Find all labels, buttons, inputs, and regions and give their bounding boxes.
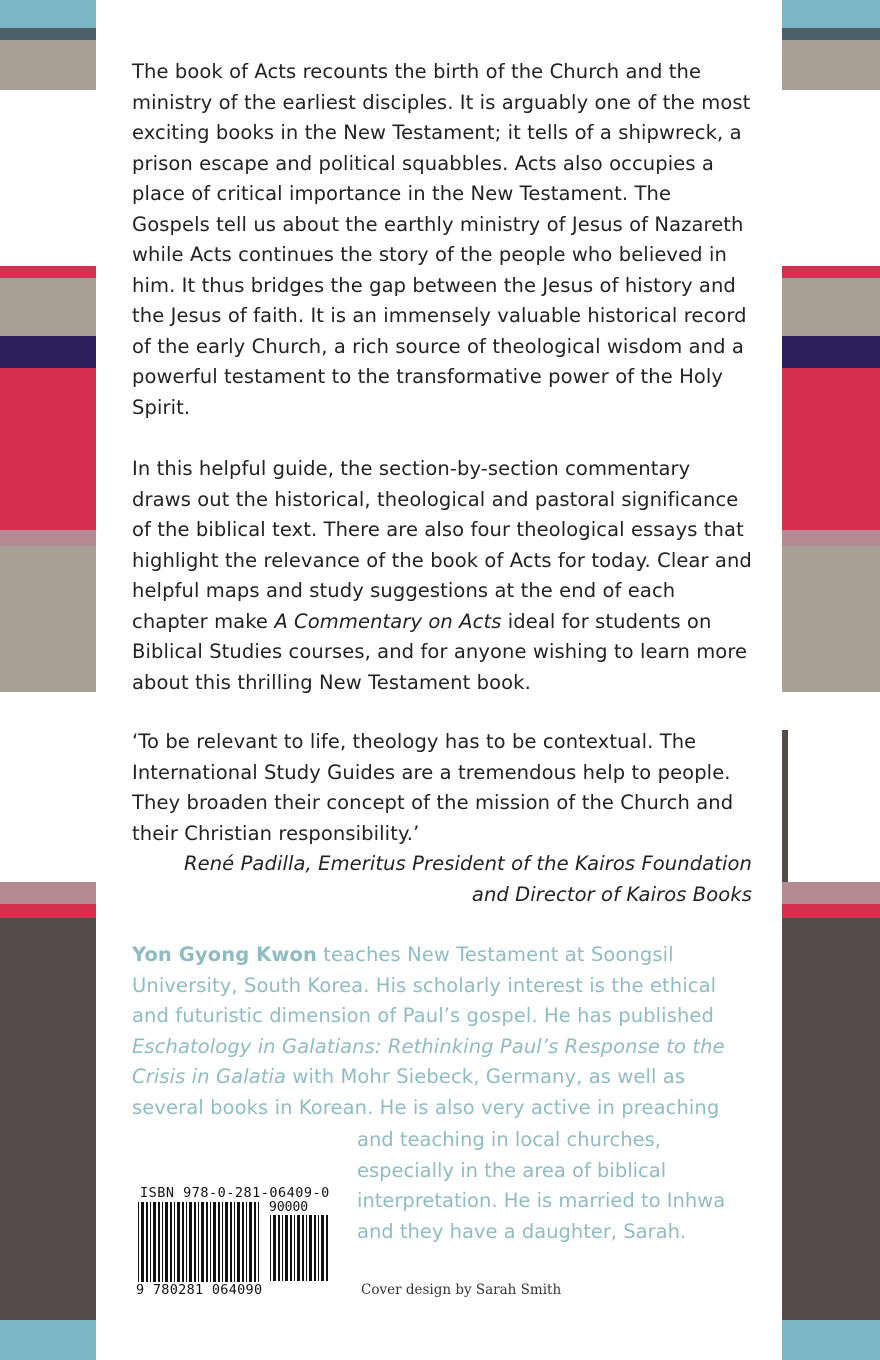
barcode-bar xyxy=(213,1202,216,1282)
color-stripe xyxy=(782,368,880,530)
color-stripe xyxy=(782,692,880,730)
endorsement-attribution-1: René Padilla, Emeritus President of the Kairos Foundation xyxy=(183,852,752,875)
barcode-bar xyxy=(290,1215,292,1281)
color-stripe xyxy=(782,90,880,266)
barcode-bar xyxy=(170,1202,172,1282)
color-stripe xyxy=(0,904,96,918)
barcode-bar xyxy=(198,1202,199,1282)
barcode-bar xyxy=(270,1215,271,1281)
blurb-paragraph-2-text: In this helpful guide, the section-by-section commentary draws out the historical, theological and pastoral significance of the biblical text. There are also four theological essays that highlight the relevance of the book of Acts for today. Clear and helpful maps and study suggestions at the end of each chapter make xyxy=(132,457,752,633)
color-stripe xyxy=(0,1320,96,1360)
author-bio-text-2: with Mohr Siebeck, Germany, as well as several books in Korean. He is also very active in preaching xyxy=(132,1065,720,1119)
barcode-bar xyxy=(146,1202,148,1282)
color-stripe xyxy=(782,40,880,90)
barcode-bars xyxy=(136,1202,264,1284)
blurb xyxy=(132,57,752,698)
color-stripe xyxy=(0,28,96,40)
color-stripe xyxy=(782,336,880,368)
author-bio-text xyxy=(132,940,752,1123)
barcode-bar xyxy=(278,1215,280,1281)
endorsement-attribution-2: and Director of Kairos Books xyxy=(471,882,752,906)
color-stripe xyxy=(782,882,880,904)
barcode-bar xyxy=(242,1202,244,1282)
color-stripe xyxy=(0,90,96,266)
barcode-bar xyxy=(306,1215,307,1281)
isbn-barcode xyxy=(136,1185,336,1305)
barcode-bar xyxy=(150,1202,151,1282)
blurb-paragraph-1: The book of Acts recounts the birth of the Church and the ministry of the earliest disciples. It is arguably one of the most exciting books in the New Testament; it tells of a shipwreck, a prison escape and political squabbles. Acts also occupies a place of critical importance in the New Testament. The Gospels tell us about the earthly ministry of Jesus of Nazareth while Acts continues the story of the people who believed in him. It thus bridges the gap between the Jesus of history and the Jesus of faith. It is an immensely valuable historical record of the early Church, a rich source of theological wisdom and a powerful testament to the transformative power of the Holy Spirit. xyxy=(132,60,751,419)
barcode-bar xyxy=(297,1215,300,1281)
barcode-bar xyxy=(282,1215,283,1281)
barcode-bar xyxy=(174,1202,175,1282)
price-code: 90000 xyxy=(269,1200,309,1215)
barcode-bar xyxy=(246,1202,247,1282)
barcode-bar xyxy=(234,1202,235,1282)
color-stripe xyxy=(0,40,96,90)
isbn-number: ISBN 978-0-281-06409-0 xyxy=(140,1185,330,1201)
book-title: A Commentary on Acts xyxy=(274,609,502,633)
barcode-bar xyxy=(237,1202,240,1282)
barcode-bar xyxy=(294,1215,295,1281)
author-book-title: Eschatology in Galatians: Rethinking Paul’s Response to the Crisis in Galatia xyxy=(132,1034,725,1088)
cover-design-credit: Cover design by Sarah Smith xyxy=(361,1282,562,1298)
barcode-bar xyxy=(177,1202,180,1282)
color-stripe xyxy=(782,0,880,28)
barcode-bar xyxy=(222,1202,223,1282)
barcode-bar xyxy=(285,1215,288,1281)
author-bio-continued: and teaching in local churches, especially in the area of biblical interpretation. He is married to Inhwa and they have a daughter, Sarah. xyxy=(357,1128,726,1243)
ean-number: 9 780281 064090 xyxy=(136,1282,263,1298)
barcode-bar xyxy=(302,1215,304,1281)
barcode-bar xyxy=(141,1202,144,1282)
color-stripe xyxy=(0,530,96,546)
author-bio-text-1: teaches New Testament at Soongsil University, South Korea. His scholarly interest is the ethical and futuristic dimension of Paul’s gospel. He has published xyxy=(132,943,717,1027)
barcode-bar xyxy=(273,1215,276,1281)
barcode-bar xyxy=(162,1202,163,1282)
barcode-bar xyxy=(206,1202,208,1282)
barcode-bar xyxy=(318,1215,319,1281)
right-color-band xyxy=(782,0,880,1360)
color-stripe xyxy=(0,546,96,692)
color-stripe xyxy=(0,368,96,530)
barcode-bar xyxy=(314,1215,316,1281)
barcode-bar xyxy=(249,1202,252,1282)
barcode-bar xyxy=(189,1202,192,1282)
barcode-bar xyxy=(153,1202,156,1282)
color-stripe xyxy=(782,530,880,546)
barcode-bar xyxy=(186,1202,187,1282)
blurb-paragraph-2 xyxy=(132,454,752,698)
barcode-bar xyxy=(210,1202,211,1282)
barcode-bar xyxy=(326,1215,328,1281)
barcode-bar xyxy=(258,1202,259,1282)
barcode-bar xyxy=(165,1202,168,1282)
barcode-bar xyxy=(309,1215,312,1281)
color-stripe xyxy=(0,278,96,336)
color-stripe xyxy=(782,904,880,918)
addon-barcode-bars xyxy=(268,1215,330,1283)
color-stripe xyxy=(782,918,880,1320)
color-stripe xyxy=(0,0,96,28)
barcode-bar xyxy=(158,1202,160,1282)
barcode-bar xyxy=(182,1202,184,1282)
color-stripe xyxy=(782,266,880,278)
color-stripe xyxy=(782,1320,880,1360)
barcode-bar xyxy=(138,1202,139,1282)
color-stripe xyxy=(0,336,96,368)
color-stripe xyxy=(782,730,788,882)
color-stripe xyxy=(0,266,96,278)
author-name: Yon Gyong Kwon xyxy=(132,943,317,966)
blurb-paragraph-2-text-end: ideal for students on Biblical Studies courses, and for anyone wishing to learn more about this thrilling New Testament book. xyxy=(132,609,748,694)
endorsement-quote: ‘To be relevant to life, theology has to be contextual. The International Study Guides are a tremendous help to people. They broaden their concept of the mission of the Church and their Christian responsibility.’ xyxy=(132,730,734,845)
barcode-bar xyxy=(194,1202,196,1282)
barcode-bar xyxy=(321,1215,324,1281)
color-stripe xyxy=(0,918,96,1320)
color-stripe xyxy=(782,28,880,40)
barcode-bar xyxy=(230,1202,232,1282)
color-stripe xyxy=(782,730,880,882)
barcode-bar xyxy=(201,1202,204,1282)
barcode-bar xyxy=(218,1202,220,1282)
endorsement xyxy=(132,727,752,910)
author-bio xyxy=(132,940,752,1123)
color-stripe xyxy=(0,692,96,882)
left-color-band xyxy=(0,0,96,1360)
color-stripe xyxy=(782,278,880,336)
barcode-bar xyxy=(225,1202,228,1282)
color-stripe xyxy=(0,882,96,904)
barcode-bar xyxy=(254,1202,256,1282)
color-stripe xyxy=(782,546,880,692)
